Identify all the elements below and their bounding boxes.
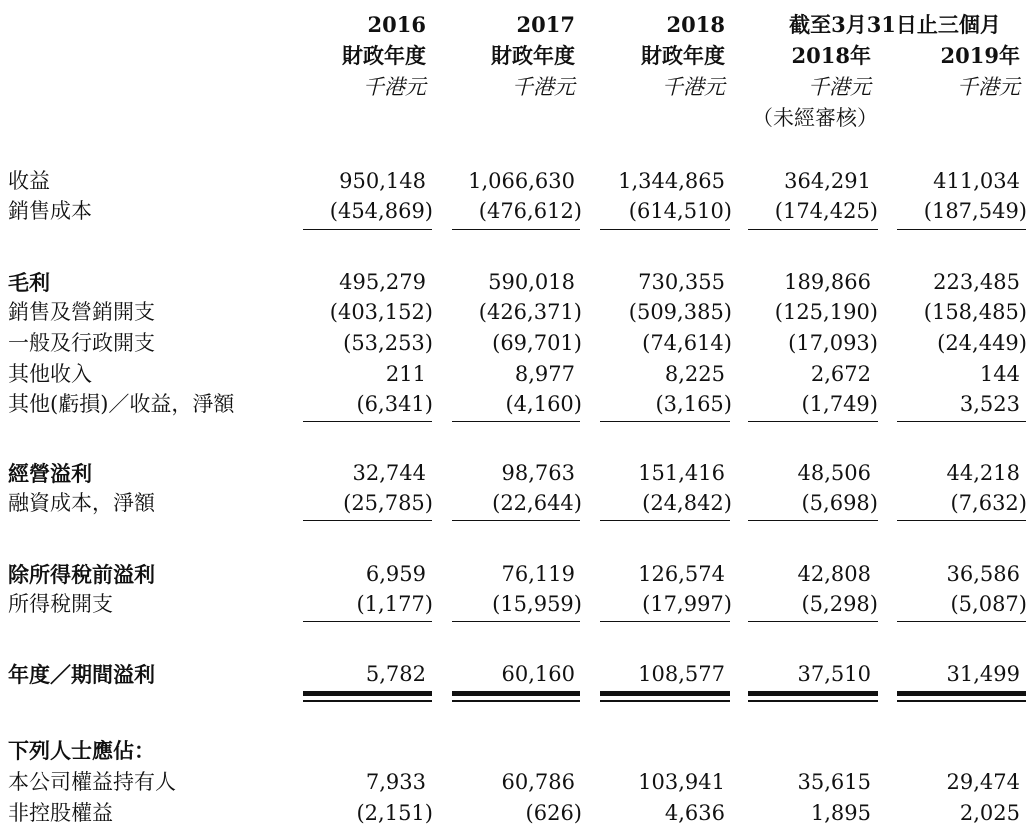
subtotal-rule — [600, 621, 730, 622]
cell-value: (17,997) — [642, 592, 732, 616]
fiscal-year-label: 財政年度 — [641, 43, 725, 68]
cell-value: 151,416 — [638, 461, 725, 485]
period-year-header: 2019年 — [940, 43, 1020, 68]
cell-value: 7,933 — [365, 770, 426, 794]
cell-value: (174,425) — [774, 199, 878, 223]
cell-value: 8,977 — [514, 362, 575, 386]
fiscal-year-label: 財政年度 — [491, 43, 575, 68]
subtotal-rule — [303, 520, 432, 521]
subtotal-rule — [897, 421, 1026, 422]
cell-value: 411,034 — [933, 169, 1020, 193]
total-double-rule — [452, 691, 580, 696]
cell-value: 223,485 — [933, 270, 1020, 294]
cell-value: 495,279 — [339, 270, 426, 294]
subtotal-rule — [748, 229, 878, 230]
row-label: 年度／期間溢利 — [8, 662, 155, 687]
unit-label: 千港元 — [808, 75, 871, 99]
year-header: 2016 — [367, 12, 426, 37]
cell-value: (6,341) — [356, 392, 433, 416]
subtotal-rule — [897, 520, 1026, 521]
row-label: 一般及行政開支 — [8, 331, 155, 355]
total-double-rule — [748, 691, 878, 696]
cell-value: 76,119 — [501, 562, 575, 586]
cell-value: (426,371) — [478, 300, 582, 324]
row-label: 所得稅開支 — [8, 592, 113, 616]
cell-value: (24,449) — [937, 331, 1027, 355]
cell-value: 5,782 — [365, 662, 426, 686]
cell-value: (454,869) — [329, 199, 433, 223]
row-label: 毛利 — [8, 270, 50, 295]
cell-value: 1,344,865 — [618, 169, 725, 193]
subtotal-rule — [452, 520, 580, 521]
cell-value: (614,510) — [628, 199, 732, 223]
cell-value: 42,808 — [797, 562, 871, 586]
cell-value: 108,577 — [638, 662, 725, 686]
cell-value: (5,298) — [801, 592, 878, 616]
unit-label: 千港元 — [512, 75, 575, 99]
cell-value: 31,499 — [946, 662, 1020, 686]
subtotal-rule — [303, 621, 432, 622]
cell-value: (125,190) — [774, 300, 878, 324]
cell-value: 32,744 — [352, 461, 426, 485]
cell-value: 36,586 — [946, 562, 1020, 586]
cell-value: 29,474 — [946, 770, 1020, 794]
cell-value: (626) — [525, 801, 582, 825]
cell-value: 103,941 — [638, 770, 725, 794]
fiscal-year-label: 財政年度 — [342, 43, 426, 68]
cell-value: 60,786 — [501, 770, 575, 794]
cell-value: 730,355 — [638, 270, 725, 294]
unit-label: 千港元 — [662, 75, 725, 99]
row-label: 銷售成本 — [8, 199, 92, 223]
row-label: 其他收入 — [8, 362, 92, 386]
row-label: 非控股權益 — [8, 801, 113, 825]
cell-value: (17,093) — [788, 331, 878, 355]
cell-value: 3,523 — [959, 392, 1020, 416]
cell-value: 4,636 — [664, 801, 725, 825]
cell-value: (4,160) — [505, 392, 582, 416]
cell-value: (1,749) — [801, 392, 878, 416]
cell-value: 2,672 — [810, 362, 871, 386]
year-header: 2017 — [516, 12, 575, 37]
cell-value: (3,165) — [655, 392, 732, 416]
total-double-rule — [303, 691, 432, 696]
subtotal-rule — [600, 520, 730, 521]
row-label: 本公司權益持有人 — [8, 770, 176, 794]
cell-value: 211 — [385, 362, 426, 386]
row-label: 除所得稅前溢利 — [8, 562, 155, 587]
cell-value: 2,025 — [959, 801, 1020, 825]
cell-value: 35,615 — [797, 770, 871, 794]
subtotal-rule — [897, 229, 1026, 230]
unaudited-note: （未經審核） — [752, 106, 878, 130]
subtotal-rule — [303, 421, 432, 422]
subtotal-rule — [748, 421, 878, 422]
cell-value: 189,866 — [784, 270, 871, 294]
total-double-rule — [600, 691, 730, 696]
cell-value: 364,291 — [784, 169, 871, 193]
period-title: 截至3月31日止三個月 — [789, 12, 1001, 37]
cell-value: 950,148 — [339, 169, 426, 193]
cell-value: 6,959 — [365, 562, 426, 586]
cell-value: (15,959) — [492, 592, 582, 616]
total-double-rule — [303, 700, 432, 702]
row-label: 銷售及營銷開支 — [8, 300, 155, 324]
cell-value: (7,632) — [950, 491, 1027, 515]
subtotal-rule — [600, 421, 730, 422]
cell-value: 60,160 — [501, 662, 575, 686]
cell-value: 144 — [979, 362, 1020, 386]
cell-value: 8,225 — [664, 362, 725, 386]
cell-value: (5,087) — [950, 592, 1027, 616]
row-label: 其他(虧損)／收益，淨額 — [8, 392, 235, 416]
cell-value: (5,698) — [801, 491, 878, 515]
cell-value: 1,066,630 — [468, 169, 575, 193]
total-double-rule — [452, 700, 580, 702]
period-year-header: 2018年 — [791, 43, 871, 68]
subtotal-rule — [452, 621, 580, 622]
cell-value: 44,218 — [946, 461, 1020, 485]
row-label: 經營溢利 — [8, 461, 92, 486]
unit-label: 千港元 — [957, 75, 1020, 99]
subtotal-rule — [452, 229, 580, 230]
cell-value: 98,763 — [501, 461, 575, 485]
cell-value: (24,842) — [642, 491, 732, 515]
subtotal-rule — [303, 229, 432, 230]
cell-value: (2,151) — [356, 801, 433, 825]
cell-value: (403,152) — [329, 300, 433, 324]
cell-value: 1,895 — [810, 801, 871, 825]
total-double-rule — [897, 691, 1026, 696]
subtotal-rule — [748, 520, 878, 521]
cell-value: (25,785) — [343, 491, 433, 515]
cell-value: (53,253) — [343, 331, 433, 355]
cell-value: (509,385) — [628, 300, 732, 324]
row-label: 下列人士應佔： — [8, 738, 155, 763]
subtotal-rule — [452, 421, 580, 422]
cell-value: 37,510 — [797, 662, 871, 686]
row-label: 融資成本，淨額 — [8, 491, 155, 515]
row-label: 收益 — [8, 169, 50, 193]
subtotal-rule — [600, 229, 730, 230]
total-double-rule — [748, 700, 878, 702]
cell-value: 590,018 — [488, 270, 575, 294]
cell-value: (476,612) — [478, 199, 582, 223]
cell-value: (74,614) — [642, 331, 732, 355]
cell-value: 126,574 — [638, 562, 725, 586]
cell-value: (158,485) — [923, 300, 1027, 324]
year-header: 2018 — [666, 12, 725, 37]
unit-label: 千港元 — [363, 75, 426, 99]
cell-value: (187,549) — [923, 199, 1027, 223]
cell-value: (69,701) — [492, 331, 582, 355]
total-double-rule — [600, 700, 730, 702]
cell-value: 48,506 — [797, 461, 871, 485]
cell-value: (22,644) — [492, 491, 582, 515]
subtotal-rule — [897, 621, 1026, 622]
subtotal-rule — [748, 621, 878, 622]
total-double-rule — [897, 700, 1026, 702]
cell-value: (1,177) — [356, 592, 433, 616]
